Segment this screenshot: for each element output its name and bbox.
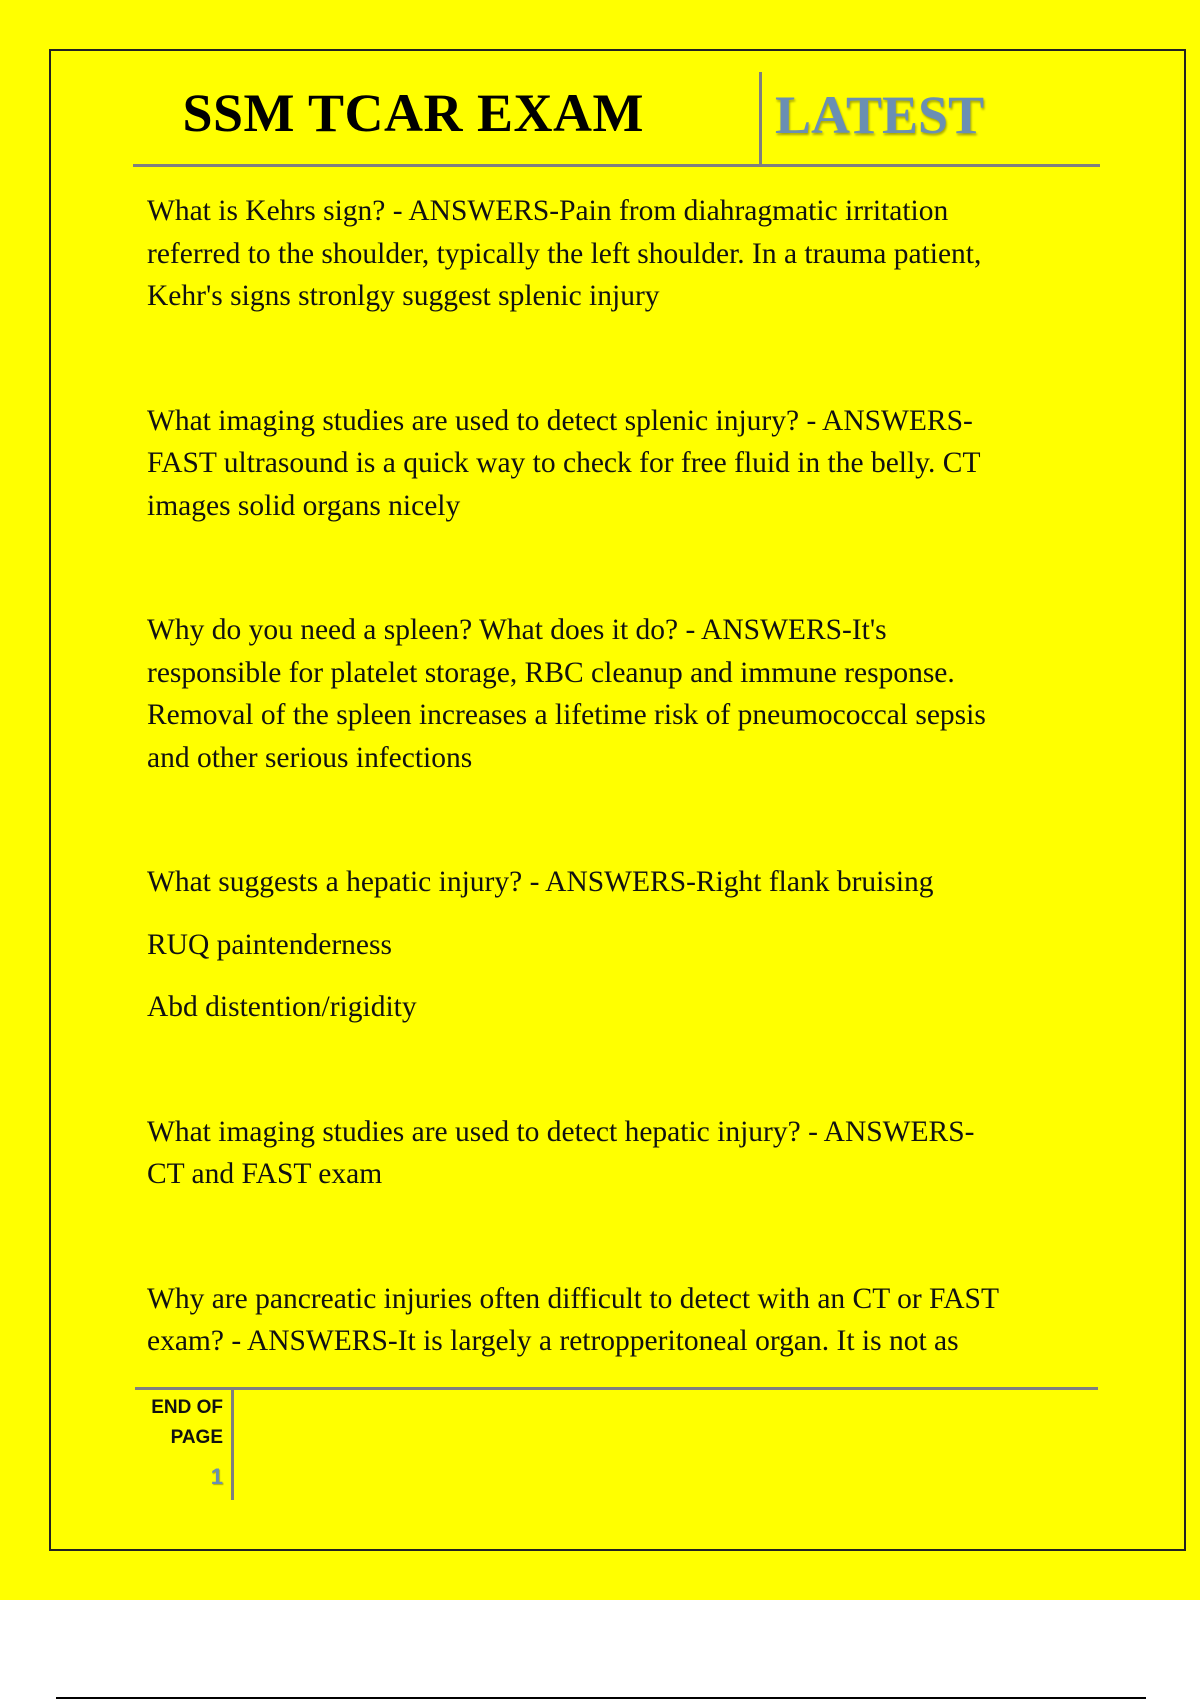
page-header (133, 70, 1100, 167)
page-title: SSM TCAR EXAM (182, 83, 644, 143)
title-accent: LATEST (775, 85, 985, 145)
qa-item-hepatic-extra-1: RUQ paintenderness (147, 928, 392, 961)
qa-item-pancreatic-injury: Why are pancreatic injuries often difficult to detect with an CT or FAST exam? - ANSWERS-It is largely a retropperitoneal organ. It is not as (147, 1282, 999, 1357)
footer-rule (135, 1387, 1098, 1390)
qa-item-kehrs-sign: What is Kehrs sign? - ANSWERS-Pain from diahragmatic irritation referred to the shoulder, typically the left shoulder. In a trauma patient, Kehr's signs stronlgy suggest splenic injury (147, 195, 982, 312)
bottom-divider (56, 1697, 1146, 1699)
qa-content (147, 190, 1087, 1363)
qa-item-spleen-function: Why do you need a spleen? What does it do? - ANSWERS-It's responsible for platelet storage, RBC cleanup and immune response. Removal of the spleen increases a lifetime risk of pneumococcal sepsis and other serious infections (147, 614, 986, 774)
qa-item-hepatic-extra-2: Abd distention/rigidity (147, 991, 417, 1023)
qa-item-hepatic-injury: What suggests a hepatic injury? - ANSWERS-Right flank bruising (147, 866, 934, 898)
page-number: 1 (210, 1464, 223, 1489)
footer-divider (231, 1390, 234, 1500)
end-of-page-label: END OF PAGE (151, 1397, 223, 1448)
qa-item-hepatic-imaging: What imaging studies are used to detect hepatic injury? - ANSWERS- CT and FAST exam (147, 1115, 975, 1190)
header-divider (759, 72, 762, 164)
qa-item-splenic-imaging: What imaging studies are used to detect splenic injury? - ANSWERS- FAST ultrasound is a quick way to check for free fluid in the belly. CT images solid organs nicely (147, 404, 981, 522)
